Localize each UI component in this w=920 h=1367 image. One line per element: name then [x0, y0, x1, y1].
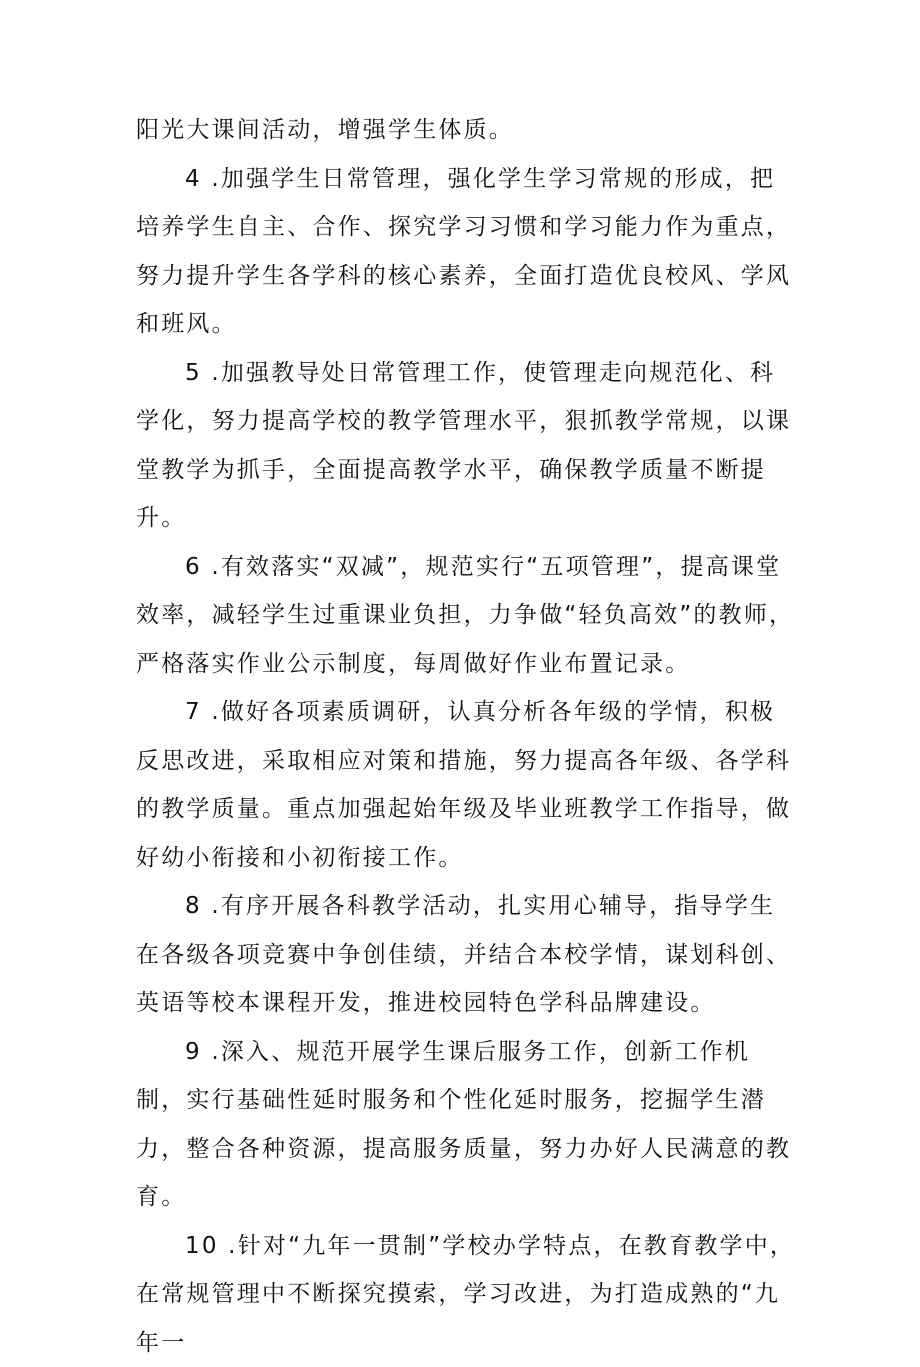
paragraph-item-6: 6 .有效落实“双减”，规范实行“五项管理”，提高课堂效率，减轻学生过重课业负担，力争做“轻负高效”的教师，严格落实作业公示制度，每周做好作业布置记录。	[136, 543, 796, 689]
paragraph-item-7: 7 .做好各项素质调研，认真分析各年级的学情，积极反思改进，采取相应对策和措施，努力提高各年级、各学科的教学质量。重点加强起始年级及毕业班教学工作指导，做好幼小衔接和小初衔接工作。	[136, 688, 796, 882]
paragraph-item-8: 8 .有序开展各科教学活动，扎实用心辅导，指导学生在各级各项竞赛中争创佳绩，并结合本校学情，谋划科创、英语等校本课程开发，推进校园特色学科品牌建设。	[136, 882, 796, 1028]
document-body	[136, 106, 796, 1367]
paragraph-item-10: 10 .针对“九年一贯制”学校办学特点，在教育教学中，在常规管理中不断探究摸索，学习改进，为打造成熟的“九年一	[136, 1222, 796, 1367]
paragraph-item-9: 9 .深入、规范开展学生课后服务工作，创新工作机制，实行基础性延时服务和个性化延时服务，挖掘学生潜力，整合各种资源，提高服务质量，努力办好人民满意的教育。	[136, 1028, 796, 1222]
paragraph-continuation: 阳光大课间活动，增强学生体质。	[136, 106, 796, 155]
paragraph-item-5: 5 .加强教导处日常管理工作，使管理走向规范化、科学化，努力提高学校的教学管理水平，狠抓教学常规，以课堂教学为抓手，全面提高教学水平，确保教学质量不断提升。	[136, 349, 796, 543]
paragraph-item-4: 4 .加强学生日常管理，强化学生学习常规的形成，把培养学生自主、合作、探究学习习惯和学习能力作为重点，努力提升学生各学科的核心素养，全面打造优良校风、学风和班风。	[136, 155, 796, 349]
